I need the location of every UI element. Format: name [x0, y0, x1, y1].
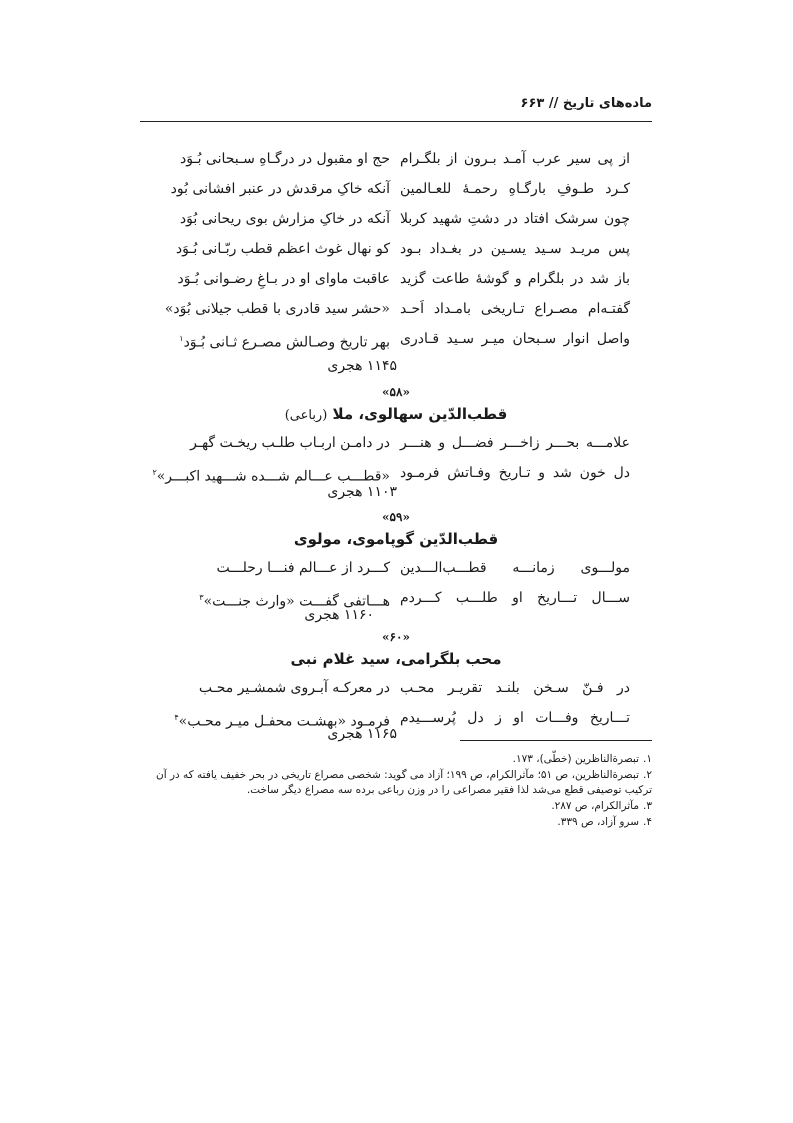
footnote	[138, 752, 652, 767]
entry-subtitle: (رباعی)	[284, 408, 328, 423]
second-hemistich: کو نهال غوث اعظم قطب ربّـانی بُـوَد	[175, 241, 390, 257]
verse-line	[140, 294, 652, 324]
footnotes	[138, 752, 652, 831]
second-hemistich: «حشر سید قادری با قطب جیلانی بُوَد»	[164, 301, 390, 317]
second-hemistich: در دامـن اربـاب طلـب ریخـت گهـر	[190, 435, 390, 451]
entry-title	[140, 405, 652, 423]
entry-number: «۵۹»	[382, 510, 410, 524]
footnote-text: سرو آزاد، ص ۳۳۹.	[557, 816, 640, 828]
footnote-number: ۲.	[643, 769, 652, 781]
first-hemistich: باز شد در بلگرام و گوشهٔ طاعت گزید	[400, 271, 630, 287]
running-header	[140, 96, 652, 116]
verse-line	[140, 673, 652, 703]
footnote-text: تبصرةالناظرین (خطّی)، ۱۷۳.	[512, 753, 640, 765]
first-hemistich: کـرد طـوفِ بارگـاهِ رحمـهٔ للعـالمین	[400, 181, 630, 197]
second-hemistich: آنکه خاکِ مرقدش در عنبر افشانی بُود	[170, 181, 390, 197]
footnote-number: ۱.	[643, 753, 652, 765]
verse-line	[140, 204, 652, 234]
second-hemistich	[160, 324, 390, 358]
verse-line	[140, 553, 652, 583]
verse-line	[140, 174, 652, 204]
hemistich-text: بهر تاریخ وصـالش مصـرع ثـانی بُـوَد	[183, 334, 390, 351]
footnote-text: مآثرالکرام، ص ۲۸۷.	[551, 800, 640, 812]
footnote-number: ۳.	[643, 800, 652, 812]
verse-line	[140, 583, 652, 613]
footnote	[138, 799, 652, 814]
hemistich-text: «قطـــب عـــالم شـــده شـــهید اکبـــر»	[156, 468, 390, 485]
second-hemistich: آنکه در خاکِ مزارش بوی ریحانی بُوَد	[179, 211, 390, 227]
first-hemistich: مولـــوی زمانـــه قطـــب‌الـــدین	[400, 560, 630, 576]
first-hemistich: چون سرشک افتاد در دشتِ شهید کربلا	[400, 211, 630, 227]
header-title: ماده‌های تاریخ // ۶۶۳	[520, 96, 652, 111]
year-label: ۱۱۶۵ هجری	[327, 726, 397, 742]
first-hemistich: علامـــه بحـــر زاخـــر فضـــل و هنـــر	[400, 435, 630, 451]
second-hemistich: عاقبت ماوای او در بـاغِ رضـوانی بُـوَد	[177, 271, 390, 287]
entry-number: «۵۸»	[382, 385, 410, 399]
poem-section-4	[140, 673, 652, 733]
hemistich-text: هـــاتفی گفـــت «وارث جنـــت»	[203, 593, 390, 610]
poem-section-1	[140, 144, 652, 354]
first-hemistich: پس مریـد سـید یسـین در بغـداد بـود	[400, 241, 630, 257]
entry-title-text: قطب‌الدّین سهالوی، ملا	[332, 405, 508, 423]
first-hemistich: گفتـه‌ام مصـراع تـاریخی بامـداد اَحـد	[400, 301, 630, 317]
footnote-marker: ۳	[199, 593, 204, 602]
footnote-marker: ۱	[179, 334, 184, 343]
footnote-separator	[460, 740, 652, 741]
poem-section-3	[140, 553, 652, 613]
footnote-marker: ۲	[152, 468, 157, 477]
first-hemistich: دل خون شد و تـاریخ وفـاتش فرمـود	[400, 465, 630, 481]
verse-line	[140, 324, 652, 354]
verse-line	[140, 264, 652, 294]
first-hemistich: واصل انوار سـبحان میـر سـید قـادری	[400, 331, 630, 347]
footnote-marker: ۴	[174, 713, 179, 722]
footnote-text: تبصرةالناظرین، ص ۵۱؛ مآثرالکرام، ص ۱۹۹؛ آزاد می گوید: شخصی مصراع تاریخی در بحر خفیف یافته که در آن ترکیب توصیفی قطع می‌شد لذا فقیر مصراعی را در وزن رباعی برده سه مصراع دیگر ساخت.	[156, 769, 652, 796]
year-label: ۱۱۴۵ هجری	[327, 358, 397, 374]
footnote	[138, 815, 652, 830]
verse-line	[140, 234, 652, 264]
second-hemistich: حج او مقبول در درگـاهِ سـبحانی بُـوَد	[180, 151, 390, 167]
entry-title: محب بلگرامی، سید غلام نبی	[290, 650, 502, 668]
second-hemistich: کـــرد از عـــالم فنـــا رحلـــت	[216, 560, 390, 576]
header-rule	[140, 121, 652, 122]
first-hemistich: در فـنّ سـخن بلنـد تقریـر محـب	[400, 680, 630, 696]
first-hemistich: ســـال تـــاریخ او طلـــب کـــردم	[400, 590, 630, 606]
hemistich-text: فرمـود «بهشـت محفـل میـر محـب»	[178, 713, 390, 730]
footnote	[138, 768, 652, 798]
poem-section-2	[140, 428, 652, 488]
footnote-number: ۴.	[643, 816, 652, 828]
first-hemistich: تـــاریخ وفـــات او ز دل پُرســـیدم	[400, 710, 630, 726]
entry-number: «۶۰»	[382, 630, 410, 644]
year-label: ۱۱۶۰ هجری	[304, 607, 374, 623]
first-hemistich: از پی سیر عرب آمـد بـرون از بلگـرام	[400, 151, 630, 167]
verse-line	[140, 428, 652, 458]
year-label: ۱۱۰۳ هجری	[327, 484, 397, 500]
second-hemistich: در معرکـه آبـروی شمشـیر محـب	[198, 680, 390, 696]
verse-line	[140, 144, 652, 174]
entry-title: قطب‌الدّین گوپاموی، مولوی	[293, 530, 499, 548]
